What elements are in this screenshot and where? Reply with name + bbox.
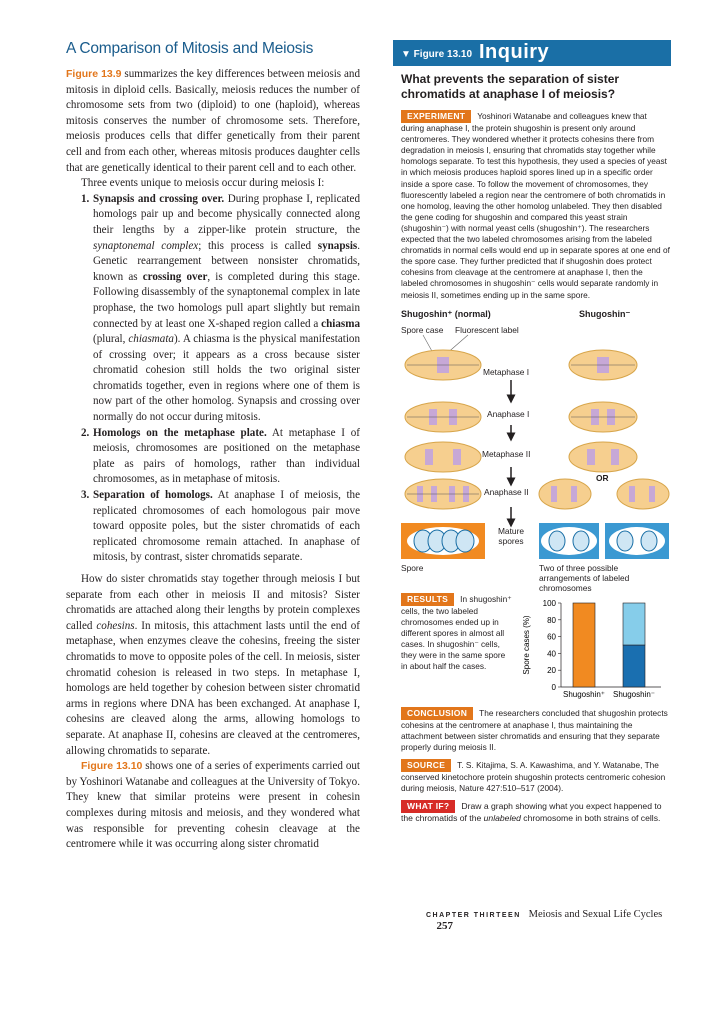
inquiry-title: Inquiry	[479, 41, 550, 63]
page-number: 257	[436, 920, 453, 932]
results-text: RESULTS In shugoshin⁺ cells, the two labeled chromosomes ended up in different spores in almost all cases. In shugoshin⁻ cells, they were in the same spore in about half the cases.	[401, 593, 512, 672]
stage-anaphase-i: Anaphase I	[487, 408, 530, 419]
figure-13-10	[393, 40, 671, 824]
bar-shugoshin-minus-different	[623, 645, 645, 687]
main-text-column	[66, 40, 360, 853]
results-bar-chart	[521, 593, 671, 703]
bar-shugoshin-plus	[573, 603, 595, 687]
arrangements-label: Two of three possible arrangements of labeled chromosomes	[539, 562, 630, 593]
figure-header-bar	[393, 40, 671, 66]
what-if-section: WHAT IF? Draw a graph showing what you expect happened to the chromatids of the unlabeled chromosome in both strains of cells.	[401, 801, 662, 824]
y-tick-label: 100	[542, 598, 556, 608]
spore-label: Spore	[401, 562, 424, 573]
normal-mature-spores	[401, 523, 485, 559]
normal-anaphase-ii-cell	[405, 479, 481, 509]
stage-metaphase-ii: Metaphase II	[482, 448, 531, 459]
figure-question: What prevents the separation of sister chromatids at anaphase I of meiosis?	[401, 72, 620, 101]
mutant-mature-spores	[539, 523, 669, 559]
normal-anaphase-i-cell	[405, 402, 481, 432]
experiment-diagram	[393, 305, 671, 593]
mature-spores-label: Mature spores	[497, 525, 525, 546]
experiment-tag: EXPERIMENT	[401, 110, 471, 123]
mutant-anaphase-ii-cells	[539, 479, 669, 509]
events-intro: Three events unique to meiosis occur during meiosis I:	[81, 177, 325, 190]
list-item: 2. Homologs on the metaphase plate. At metaphase I of meiosis, chromosomes are positioned on the metaphase plate as pairs of homologs, rather than individual chromosomes, as in metaphase of mitosis.	[81, 426, 360, 486]
y-tick-label: 0	[551, 682, 556, 692]
col-normal-heading: Shugoshin⁺ (normal)	[401, 308, 491, 319]
list-item: 3. Separation of homologs. At anaphase I of meiosis, the replicated chromosomes of each homologous pair move toward opposite poles, but the sister chromatids of each replicated chromosome remain attached. In anaphase of mitosis, by contrast, sister chromatids separate.	[81, 489, 360, 564]
bar-shugoshin-minus-same	[623, 603, 645, 645]
figure-ref-13-9[interactable]: Figure 13.9	[66, 68, 122, 80]
conclusion-section: CONCLUSION The researchers concluded that shugoshin protects cohesins at the centromere at anaphase I, thus maintaining the attachment between sister chromatids and ensuring that they separate properly during meiosis II.	[401, 707, 668, 752]
conclusion-tag: CONCLUSION	[401, 707, 473, 720]
normal-metaphase-i-cell	[405, 350, 481, 380]
source-tag: SOURCE	[401, 759, 451, 772]
chapter-title: Meiosis and Sexual Life Cycles	[528, 909, 663, 920]
normal-metaphase-ii-cell	[405, 442, 481, 472]
meiosis-events-list	[66, 192, 360, 566]
fluorescent-label-label: Fluorescent label	[455, 324, 519, 335]
chapter-label: CHAPTER THIRTEEN	[426, 912, 521, 919]
col-mutant-heading: Shugoshin⁻	[579, 308, 631, 319]
or-label: OR	[596, 472, 609, 483]
results-section	[393, 593, 671, 703]
page-footer	[426, 909, 686, 932]
what-if-tag: WHAT IF?	[401, 800, 455, 813]
y-tick-label: 60	[547, 632, 556, 642]
x-tick-label: Shugoshin⁻	[612, 689, 656, 699]
section-heading: A Comparison of Mitosis and Meiosis	[66, 40, 314, 57]
mutant-metaphase-ii-cell	[569, 442, 637, 472]
y-tick-label: 40	[547, 648, 556, 658]
y-axis-label: Spore cases (%)	[522, 615, 531, 675]
figure-label: ▼ Figure 13.10	[401, 49, 473, 60]
intro-paragraph: Figure 13.9 summarizes the key differences between meiosis and mitosis in diploid cells. Basically, meiosis reduces the number of chromosome sets from two (diploid) to one (haploid), whereas mitosis conserves the number of chromosome sets. Therefore, meiosis produces cells that differ genetically from their parent cell and from each other, whereas mitosis produces daughter cells that are genetically identical to their parent cell and to each other.	[66, 68, 360, 174]
experiment-section: EXPERIMENT Yoshinori Watanabe and colleagues knew that during anaphase I, the protein shugoshin is present only around centromeres. They wondered whether it protects cohesins there from degradation in meiosis I, ensuring that chromatids stay together while homologs separate. To test this hypothesis, they used a species of yeast in which meiosis produces haploid spores lined up in a specific order inside a spore case. To follow the movement of chromosomes, they fluorescently labeled a region near the centromere of both chromatids in one homolog, leaving the other homolog unlabeled. They then disabled the gene coding for shugoshin and compared this yeast strain (shugoshin⁻) with normal yeast cells (shugoshin⁺). The researchers expected that the two labeled chromosomes arising from the labeled chromatids in normal cells would end up in separate spores at one end of the spore case. They further predicted that if shugoshin does protect cohesins from cleavage at the centromere at anaphase I, then the labeled chromosomes in shugoshin⁻ cells would separate randomly in meiosis II, sometimes ending up in the same spore.	[401, 111, 670, 300]
mutant-metaphase-i-cell	[569, 350, 637, 380]
figure-ref-13-10[interactable]: Figure 13.10	[81, 760, 143, 773]
source-section: SOURCE T. S. Kitajima, S. A. Kawashima, and Y. Watanabe, The conserved kinetochore protein shugoshin protects centromeric cohesion during meiosis, Nature 427:510–517 (2004).	[401, 759, 666, 794]
cohesin-paragraph: How do sister chromatids stay together through meiosis I but separate from each other in meiosis II and mitosis? Sister chromatids are attached along their lengths by protein complexes called cohesins. In mitosis, this attachment lasts until the end of metaphase, when enzymes cleave the cohesins, freeing the sister chromatids to move to opposite poles of the cell. In meiosis, sister chromatid cohesion is released in two steps. In metaphase I, homologs are held together by cohesion between sister chromatid arms in regions where DNA has been exchanged. At anaphase I, cohesins are cleaved along the arms, allowing homologs to separate. At anaphase II, cohesins are cleaved at the centromeres, allowing chromatids to separate.	[66, 573, 360, 757]
mutant-anaphase-i-cell	[569, 402, 637, 432]
x-tick-label: Shugoshin⁺	[562, 689, 606, 699]
list-item: 1. Synapsis and crossing over. During prophase I, replicated homologs pair up and become physically connected along their lengths by a zipper-like protein structure, the synaptonemal complex; this process is called synapsis. Genetic rearrangement between nonsister chromatids, known as crossing over, is completed during this stage. Following disassembly of the synaptonemal complex in late prophase, the two homologs pull apart slightly but remain connected by at least one X-shaped region called a chiasma (plural, chiasmata). A chiasma is the physical manifestation of crossing over; it appears as a cross because sister chromatid cohesion still holds the two original sister chromatids together, even in regions where one of them is now part of the other homolog. Synapsis and crossing over normally do not occur during mitosis.	[81, 192, 361, 424]
stage-metaphase-i: Metaphase I	[483, 366, 530, 377]
spore-case-label: Spore case	[401, 324, 444, 335]
results-tag: RESULTS	[401, 593, 454, 606]
experiment-paragraph: Figure 13.10 shows one of a series of experiments carried out by Yoshinori Watanabe and colleagues at the University of Tokyo. They knew that similar proteins were present in cohesin complexes during mitosis and meiosis, and they wondered what was responsible for preventing cohesin cleavage at the centromere while it was occurring along sister chromatid	[66, 760, 360, 851]
y-tick-label: 20	[547, 665, 556, 675]
y-tick-label: 80	[547, 615, 556, 625]
stage-anaphase-ii: Anaphase II	[484, 486, 529, 497]
cell-diagram-svg	[393, 305, 671, 587]
